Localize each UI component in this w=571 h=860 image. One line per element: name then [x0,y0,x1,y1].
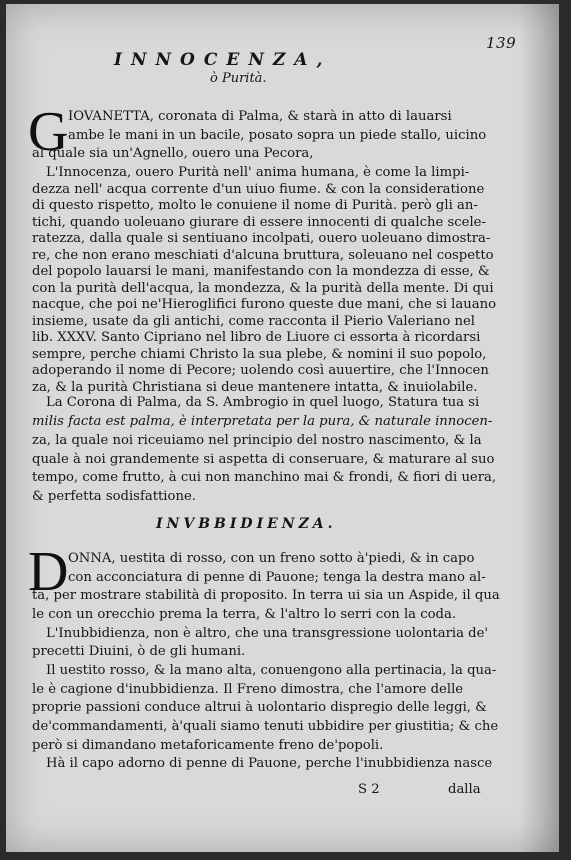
text-line: nacque, che poi ne'Hieroglifici furono queste due mani, che si lauano [32,297,497,312]
text-line: proprie passioni conduce altrui à uolontario dispregio delle leggi, & [32,700,487,715]
text-line: L'Innocenza, ouero Purità nell' anima humana, è come la limpi- [46,165,470,180]
text-line: La Corona di Palma, da S. Ambrogio in quel luogo, Statura tua si [46,395,480,410]
text-line: con acconciatura di penne di Pauone; tenga la destra mano al- [68,570,486,585]
text-line: za, la quale noi riceuiamo nel principio del nostro nascimento, & la [32,433,482,448]
text-line: precetti Diuini, ò de gli humani. [32,644,246,659]
text-line: le con un orecchio prema la terra, & l'altro lo serri con la coda. [32,607,457,622]
text-line: adoperando il nome di Pecore; uolendo così auuertire, che l'Innocen [32,363,489,378]
text-line: insieme, usate da gli antichi, come racconta il Pierio Valeriano nel [32,313,475,329]
text-line: dezza nell' acqua corrente d'un uiuo fiume. & con la consideratione [32,181,485,197]
text-line: L'Inubbidienza, non è altro, che una transgressione uolontaria de' [46,626,489,641]
page-number: 139 [486,34,517,52]
text-line: ratezza, dalla quale si sentiuano incolpati, ouero uoleuano dimostra- [32,231,491,246]
text-line: quale à noi grandemente si aspetta di conseruare, & maturare al suo [32,451,495,467]
entry-subtitle: ò Purità. [210,71,267,86]
drop-cap-d: D [28,541,69,603]
text-line: Il uestito rosso, & la mano alta, conuengono alla pertinacia, la qua- [46,663,497,678]
text-line: milis facta est palma, è interpretata per la pura, & naturale innocen- [32,414,493,429]
text-line: de'commandamenti, à'quali siamo tenuti ubbidire per giustitia; & che [32,719,499,734]
text-line: però si dimandano metaforicamente freno de'popoli. [32,738,384,753]
book-page [6,4,559,852]
text-line: Hà il capo adorno di penne di Pauone, perche l'inubbidienza nasce [46,756,493,771]
text-line: del popolo lauarsi le mani, manifestando con la mondezza di esse, & [32,264,490,279]
text-line: & perfetta sodisfattione. [32,489,196,504]
text-line: con la purità dell'acqua, la mondezza, & la purità della mente. Di qui [32,280,494,296]
text-line: za, & la purità Christiana si deue mantenere intatta, & inuiolabile. [32,379,478,395]
text-line: ONNA, uestita di rosso, con un freno sotto à'piedi, & in capo [68,551,475,566]
text-line: tichi, quando uoleuano giurare di essere innocenti di qualche scele- [32,214,486,230]
drop-cap-g: G [28,101,69,163]
text-line: lib. XXXV. Santo Cipriano nel libro de Liuore ci essorta à ricordarsi [32,330,481,345]
text-line: di questo rispetto, molto le conuiene il nome di Purità. però gli an- [32,198,478,213]
page-gutter-shadow [519,4,559,852]
text-line: IOVANETTA, coronata di Palma, & starà in atto di lauarsi [68,109,452,124]
text-line: al quale sia un'Agnello, ouero una Pecora, [32,146,314,161]
entry-title-innocenza: INNOCENZA, [114,50,332,70]
text-line: ta, per mostrare stabilità di proposito. In terra ui sia un Aspide, il qua [32,588,500,603]
text-line: tempo, come frutto, à cui non manchino mai & frondi, & fiori di uera, [32,470,497,485]
text-line: ambe le mani in un bacile, posato sopra un piede stallo, uicino [68,128,487,143]
text-line: sempre, perche chiami Christo la sua plebe, & nomini il suo popolo, [32,346,487,362]
text-line: le è cagione d'inubbidienza. Il Freno dimostra, che l'amore delle [32,682,464,697]
text-line: re, che non erano meschiati d'alcuna bruttura, soleuano nel cospetto [32,247,494,263]
signature-mark: S 2 [358,782,380,797]
catchword: dalla [448,782,481,797]
entry-title-inubbidienza: INVBBIDIENZA. [156,516,337,532]
